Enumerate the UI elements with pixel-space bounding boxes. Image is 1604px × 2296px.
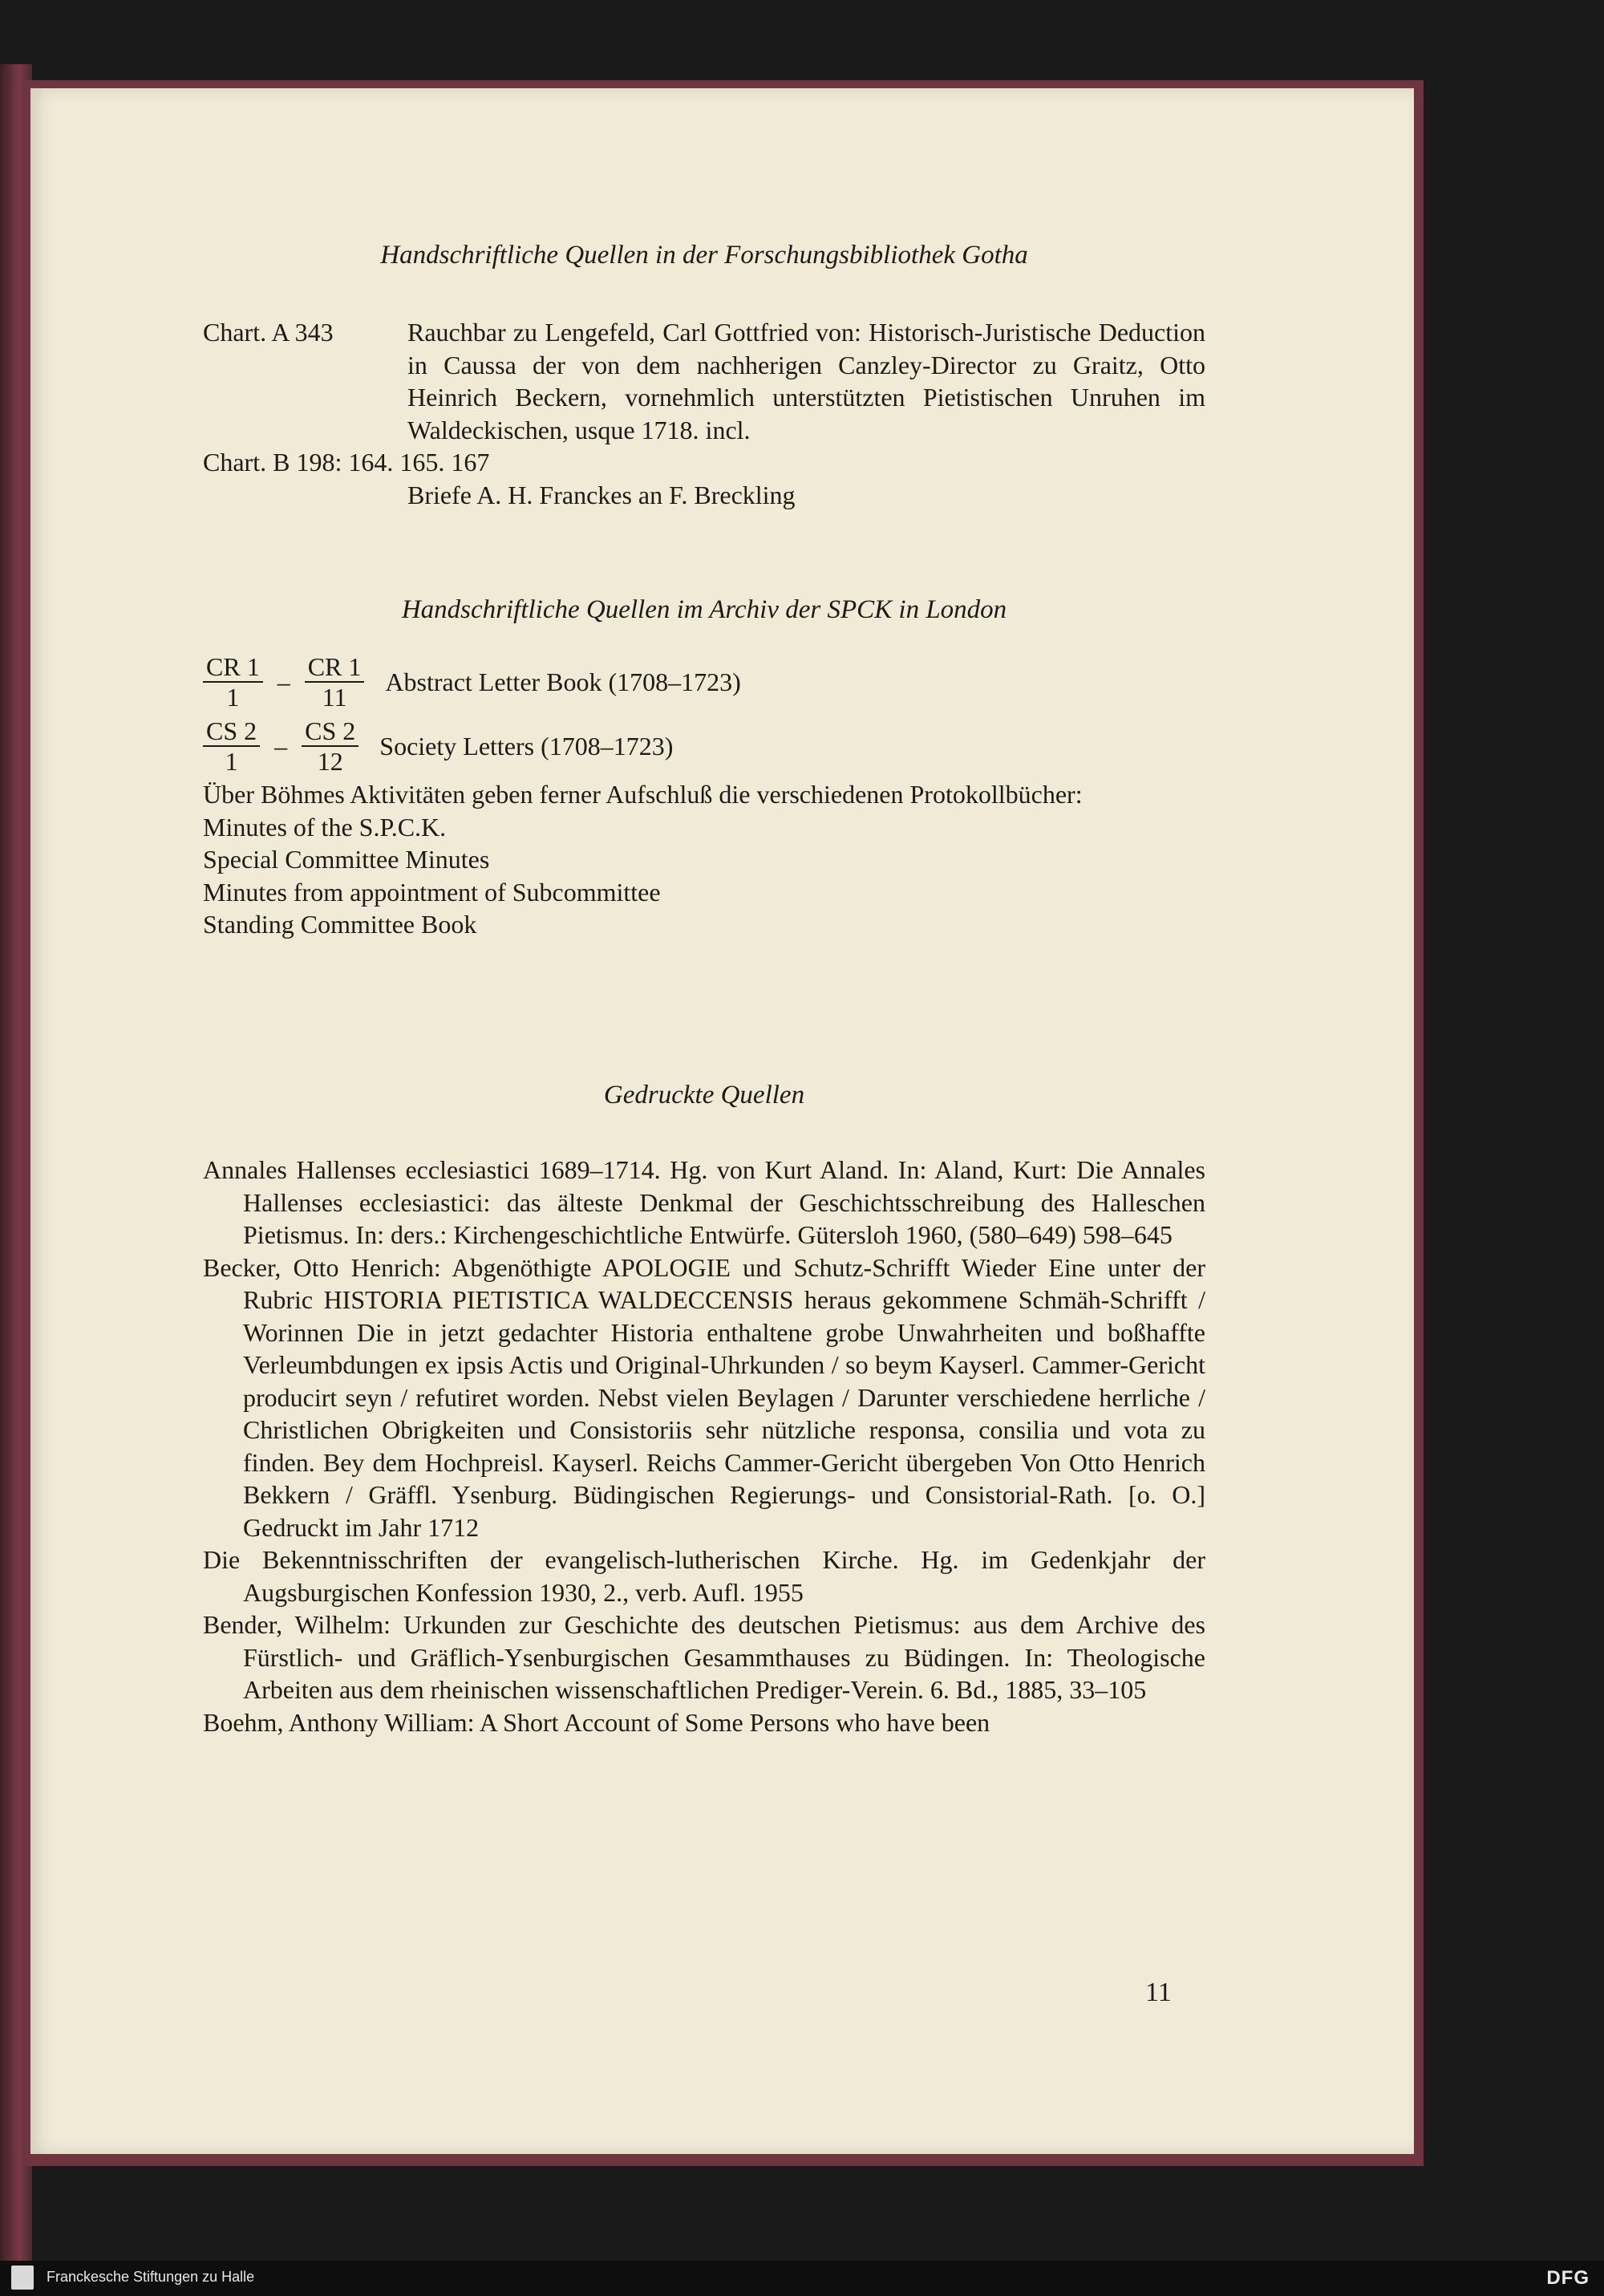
- bibliography-entry: Die Bekenntnisschriften der evangelisch-lutherischen Kirche. Hg. im Gedenkjahr der Augsburgischen Konfession 1930, 2., verb. Aufl. 1955: [203, 1545, 1205, 1607]
- institution-logo-icon: [11, 2266, 34, 2290]
- dfg-logo: DFG: [1546, 2267, 1590, 2289]
- fraction: [305, 652, 365, 712]
- gotha-sources: [203, 316, 1205, 511]
- fraction: [203, 652, 263, 712]
- fraction-denominator: 12: [317, 747, 343, 776]
- bibliography-entry: Becker, Otto Henrich: Abgenöthigte APOLOGIE und Schutz-Schrifft Wieder Eine unter der Rubric HISTORIA PIETISTICA WALDECCENSIS heraus gekommene Schmäh-Schrifft / Worinnen Die in jetzt gedachter Historia enthaltene grobe Unwahrheiten und boßhaffte Verleumbdungen ex ipsis Actis und Original-Uhrkunden / so beym Kayserl. Cammer-Gericht producirt seyn / refutiret worden. Nebst vielen Beylagen / Darunter verschiedene herrliche / Christlichen Obrigkeiten und Consistoriis sehr nützliche responsa, consilia und vota zu finden. Bey dem Hochpreisl. Kayserl. Reichs Cammer-Gericht übergeben Von Otto Henrich Bekkern / Gräffl. Ysenburg. Büdingischen Regierungs- und Consistorial-Rath. [o. O.] Gedruckt im Jahr 1712: [203, 1252, 1205, 1542]
- fraction-description: Abstract Letter Book (1708–1723): [385, 667, 741, 696]
- source-row: [203, 316, 1205, 446]
- list-item: Special Committee Minutes: [203, 845, 490, 874]
- fraction-numerator: CR 1: [305, 652, 365, 683]
- fraction-numerator: CR 1: [203, 652, 263, 683]
- fraction-denominator: 1: [226, 683, 240, 712]
- printed-sources: [203, 1154, 1205, 1738]
- source-row: [203, 446, 1205, 479]
- section-heading-printed: Gedruckte Quellen: [603, 1081, 805, 1109]
- bibliography-entry: Boehm, Anthony William: A Short Account of Some Persons who have been: [203, 1707, 990, 1737]
- fraction-description: Society Letters (1708–1723): [379, 731, 674, 761]
- source-signature: Chart. A 343: [203, 318, 334, 347]
- section-heading-spck: Handschriftliche Quellen im Archiv der SPCK in London: [401, 595, 1007, 624]
- page-number: 11: [1145, 1978, 1172, 2007]
- bibliography-entry: Annales Hallenses ecclesiastici 1689–1714. Hg. von Kurt Aland. In: Aland, Kurt: Die Annales Hallenses ecclesiastici: das älteste Denkmal der Geschichtsschreibung des Halleschen Pietismus. In: ders.: Kirchengeschichtliche Entwürfe. Gütersloh 1960, (580–649) 598–645: [203, 1155, 1205, 1249]
- fraction-numerator: CS 2: [302, 716, 358, 747]
- fraction: [302, 716, 358, 776]
- section-heading-gotha: Handschriftliche Quellen in der Forschungsbibliothek Gotha: [380, 241, 1028, 270]
- source-signature: Chart. B 198: 164. 165. 167: [203, 448, 490, 477]
- book-page: [30, 88, 1414, 2154]
- source-row: [203, 479, 1205, 512]
- viewer-footer: [0, 2261, 1604, 2296]
- institution-name: Franckesche Stiftungen zu Halle: [47, 2269, 255, 2285]
- fraction-row: [203, 714, 1205, 778]
- list-item: Minutes from appointment of Subcommittee: [203, 877, 661, 907]
- spck-sources: [203, 650, 1205, 941]
- fraction-denominator: 1: [225, 747, 238, 776]
- source-description: Briefe A. H. Franckes an F. Breckling: [407, 480, 796, 509]
- list-item: Standing Committee Book: [203, 910, 477, 939]
- range-dash: –: [277, 667, 290, 696]
- protocol-intro: Über Böhmes Aktivitäten geben ferner Aufschluß die verschiedenen Protokollbücher:: [203, 780, 1083, 809]
- fraction-numerator: CS 2: [203, 716, 260, 747]
- fraction-row: [203, 650, 1205, 714]
- source-description: Rauchbar zu Lengefeld, Carl Gottfried von: Historisch-Juristische Deduction in Caussa der von dem nachherigen Canzley-Director zu Graitz, Otto Heinrich Beckern, vornehmlich unterstützten Pietistischen Unruhen im Waldeckischen, usque 1718. incl.: [407, 318, 1205, 444]
- source-signature: [203, 479, 407, 512]
- bibliography-entry: Bender, Wilhelm: Urkunden zur Geschichte des deutschen Pietismus: aus dem Archive des Fürstlich- und Gräflich-Ysenburgischen Gesammthauses zu Büdingen. In: Theologische Arbeiten aus dem rheinischen wissenschaftlichen Prediger-Verein. 6. Bd., 1885, 33–105: [203, 1610, 1205, 1704]
- fraction: [203, 716, 260, 776]
- fraction-denominator: 11: [322, 683, 347, 712]
- range-dash: –: [274, 731, 288, 761]
- list-item: Minutes of the S.P.C.K.: [203, 812, 447, 842]
